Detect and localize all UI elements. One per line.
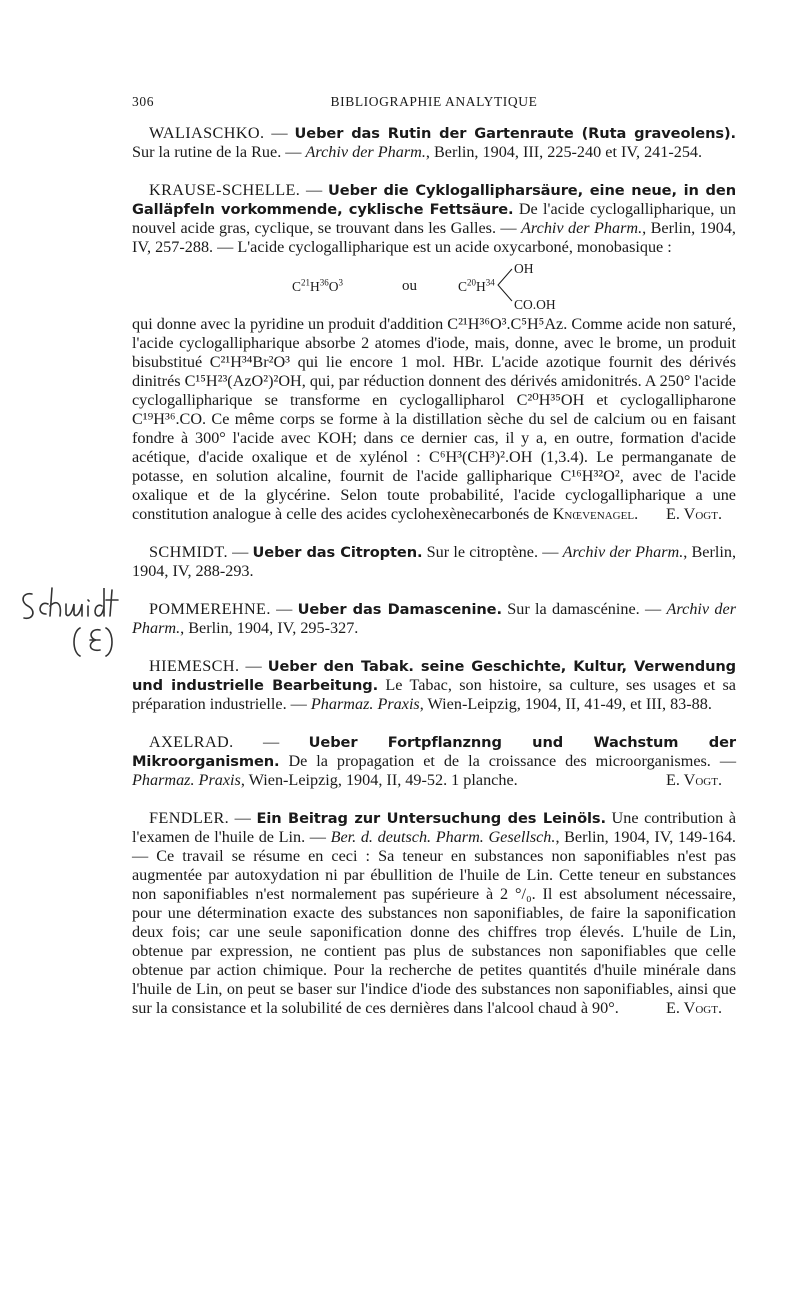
entry-author: HIEMESCH.	[149, 657, 240, 675]
entry-title: Ueber Fortpflanznng und Wachstum der Mikroorganismen.	[132, 734, 736, 770]
entry-title: Ueber das Damascenine.	[297, 601, 502, 618]
entry-body-2: avec le brome, un produit bisubstitué C²¹H³⁴Br²O³ qui lie encore 1 mol. HBr. L'acide azotique fournit des dérivés dinitrés C¹⁵H²³(AzO²)²OH, qui, par réduction donnent des dérivés amidonitrés. A 250° l'acide cyclogallipharique se transforme en cyclogallipharol C²⁰H³⁵OH et cyclogallipharone C¹⁹H³⁶.CO. Ce même corps se forme à la distillation sèche du sel de calcium ou en faisant fondre à 300° l'acide avec KOH; dans ce dernier cas, il y a, en outre, formation d'acide acétique, d'acide oxalique et de xylénol : C⁶H³(CH³)².OH (1,3.4). Le permanganate de potasse, en solution alcaline, fournit de l'acide gallipharique C¹⁶H³²O², avec de l'acide oxalique et de la glycérine. Selon toute probabilité, l'acide cyclogallipharique a une constitution analogue à celle des acides cyclohexènecarbonés de	[132, 334, 736, 523]
entry-pommerehne: POMMEREHNE. — Ueber das Damascenine. Sur la damascénine. — Archiv der Pharm., Berlin, 1904, IV, 295-327.	[132, 600, 736, 637]
journal-name: Pharmaz. Praxis	[132, 771, 241, 789]
reviewer-signature: E. Vogt.	[665, 771, 722, 789]
running-title: BIBLIOGRAPHIE ANALYTIQUE	[330, 94, 538, 109]
entry-schmidt: SCHMIDT. — Ueber das Citropten. Sur le citroptène. — Archiv der Pharm., Berlin, 1904, IV, 288-293.	[132, 543, 737, 580]
entry-title: Ueber das Rutin der Gartenraute (Ruta graveolens).	[294, 125, 736, 142]
formula-cooh: CO.OH	[514, 297, 556, 312]
handwritten-annotation	[18, 584, 136, 660]
entry-author: POMMEREHNE.	[149, 600, 271, 618]
entry-title: Ueber das Citropten.	[252, 544, 423, 561]
journal-name: Ber. d. deutsch. Pharm. Gesellsch.	[330, 828, 556, 846]
running-header	[132, 94, 736, 110]
entry-body: qui donne avec la pyridine un produit d'addition C²¹H³⁶O³.C⁵H⁵Az. Comme acide non saturé, l'acide cyclogallipharique absorbe 2 atomes d'iode, mais, donne,	[132, 315, 736, 352]
reviewer-signature: E. Vogt.	[665, 505, 722, 523]
entry-title: Ueber die Cyklogallipharsäure, eine neue, in den Galläpfeln vorkommende, cyklische Fettsäure.	[132, 182, 736, 218]
entry-fendler: FENDLER. — Ein Beitrag zur Untersuchung des Leinöls. Une contribution à l'examen de l'huile de Lin. — Ber. d. deutsch. Pharm. Gesellsch., Berlin, 1904, IV, 149-164. — Ce travail se résume en ceci : Sa teneur en substances non saponifiables n'est pas augmentée par autoxydation ni par ébullition de l'huile de Lin. Cette teneur en substances non saponifiables n'est normalement pas supérieure à 2 °/₀. Il est absolument nécessaire, pour une détermination exacte des substances non saponifiables, de faire la saponification deux fois; car une seule saponification donne des chiffres trop élevés. L'huile de Lin, obtenue par expression, ne contient pas plus de substances non saponifiables que celle obtenue par action chimique. Pour la recherche de petites quantités d'huile minérale dans l'huile de Lin, on peut se baser sur l'indice d'iode des substances non saponifiables, ainsi que sur la consistance et la solubilité de ces dernières dans l'alcool chaud à 90°. E. Vogt.	[132, 809, 737, 1017]
bibliography-column	[132, 124, 736, 1037]
entry-title: Ein Beitrag zur Untersuchung des Leinöls.	[256, 810, 606, 827]
page-number: 306	[132, 94, 155, 109]
bond-lines	[496, 265, 514, 307]
entry-krause-schelle: KRAUSE-SCHELLE. — Ueber die Cyklogallipharsäure, eine neue, in den Galläpfeln vorkommende, cyklische Fettsäure. De l'acide cyclogallipharique, un nouvel acide gras, cyclique, se trouvant dans les Galles. — Archiv der Pharm., Berlin, 1904, IV, 257-288. — L'acide cyclogallipharique est un acide oxycarboné, monobasique : $C^{21}H^{36}O^3$ ou $C^{20}H^{34}$ OH CO.OH qui donne avec la pyridine un produit d'addition C²¹H³⁶O³.C⁵H⁵Az. Comme acide non saturé, l'acide cyclogallipharique absorbe 2 atomes d'iode, mais, donne, avec le brome, un produit bisubstitué C²¹H³⁴Br²O³ qui lie encore 1 mol. HBr. L'acide azotique fournit des dérivés dinitrés C¹⁵H²³(AzO²)²OH, qui, par réduction donnent des dérivés amidonitrés. A 250° l'acide cyclogallipharique se transforme en cyclogallipharol C²⁰H³⁵OH et cyclogallipharone C¹⁹H³⁶.CO. Ce même corps se forme à la distillation sèche du sel de calcium ou en faisant fondre à 300° l'acide avec KOH; dans ce dernier cas, il y a, en outre, formation d'acide acétique, d'acide oxalique et de xylénol : C⁶H³(CH³)².OH (1,3.4). Le permanganate de potasse, en solution alcaline, fournit de l'acide gallipharique C¹⁶H³²O², avec de l'acide oxalique et de la glycérine. Selon toute probabilité, l'acide cyclogallipharique a une constitution analogue à celle des acides cyclohexènecarbonés de Knœvenagel. E. Vogt.	[132, 181, 736, 523]
formula-or: ou	[402, 278, 417, 294]
journal-name: Archiv der Pharm.	[521, 219, 643, 237]
formula-empirical: $C^{21}H^{36}O^3$	[292, 277, 344, 294]
entry-waliaschko: WALIASCHKO. — Ueber das Rutin der Gartenraute (Ruta graveolens). Sur la rutine de la Rue. — Archiv der Pharm., Berlin, 1904, III, 225-240 et IV, 241-254.	[132, 124, 736, 161]
entry-author: WALIASCHKO.	[149, 124, 265, 142]
entry-axelrad: AXELRAD. — Ueber Fortpflanznng und Wachstum der Mikroorganismen. De la propagation et de la croissance des microorganismes. — Pharmaz. Praxis, Wien-Leipzig, 1904, II, 49-52. 1 planche. E. Vogt.	[132, 733, 736, 789]
entry-author: KRAUSE-SCHELLE.	[149, 181, 301, 199]
reviewer-signature: E. Vogt.	[665, 999, 722, 1017]
entry-title: Ueber den Tabak. seine Geschichte, Kultur, Verwendung und industrielle Bearbeitung.	[132, 658, 736, 694]
cited-author: Knœvenagel	[552, 505, 635, 523]
chemical-formula	[132, 257, 736, 315]
formula-structural: $C^{20}H^{34}$	[458, 277, 495, 294]
journal-name: Archiv der Pharm.	[562, 543, 684, 561]
journal-name: Archiv der Pharm.	[132, 600, 736, 637]
formula-oh: OH	[514, 261, 534, 276]
journal-name: Pharmaz. Praxis	[310, 695, 420, 713]
entry-author: FENDLER.	[149, 809, 230, 827]
journal-name: Archiv der Pharm.	[305, 143, 426, 161]
entry-author: AXELRAD.	[149, 733, 234, 751]
entry-author: SCHMIDT.	[149, 543, 228, 561]
entry-hiemesch: HIEMESCH. — Ueber den Tabak. seine Geschichte, Kultur, Verwendung und industrielle Bearbeitung. Le Tabac, son histoire, sa culture, ses usages et sa préparation industrielle. — Pharmaz. Praxis, Wien-Leipzig, 1904, II, 41-49, et III, 83-88.	[132, 657, 736, 713]
